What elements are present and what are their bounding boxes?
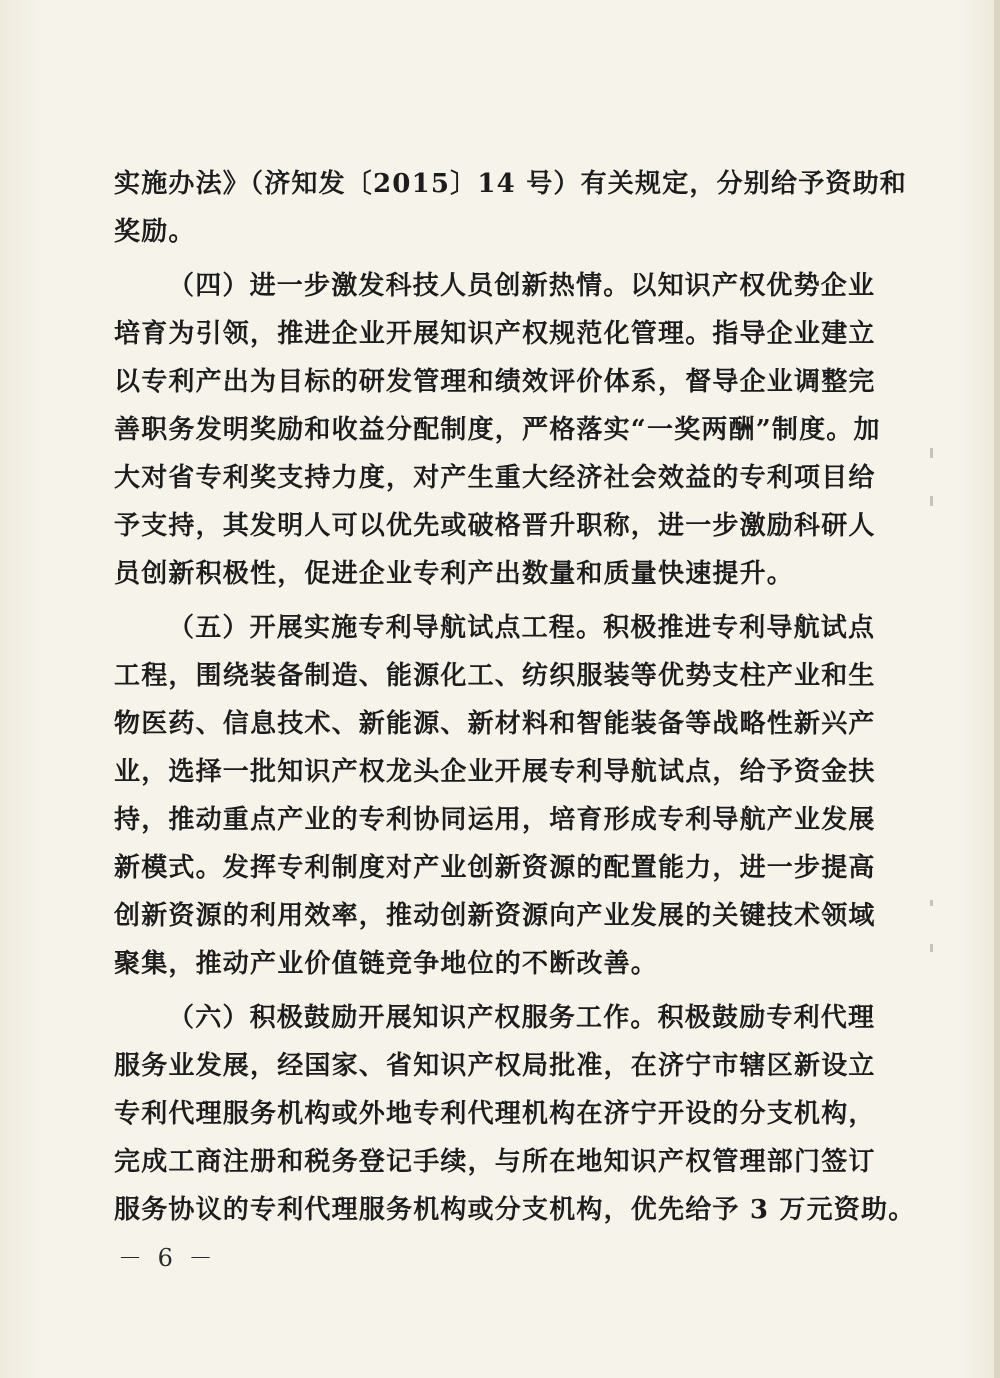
paragraph-6-heading-line: （六）积极鼓励开展知识产权服务工作。积极鼓励专利代理 — [168, 1003, 876, 1033]
body-text — [114, 160, 916, 1234]
text-line: 新模式。发挥专利制度对产业创新资源的配置能力，进一步提高 — [114, 853, 876, 883]
text-line: 专利代理服务机构或外地专利代理机构在济宁开设的分支机构， — [114, 1099, 876, 1129]
text-line: 培育为引领，推进企业开展知识产权规范化管理。指导企业建立 — [114, 319, 876, 349]
text-line: 实施办法》（济知发〔2015〕14 号）有关规定，分别给予资助和 — [114, 169, 907, 199]
text-line: 业，选择一批知识产权龙头企业开展专利导航试点，给予资金扶 — [114, 757, 876, 787]
text-line: 物医药、信息技术、新能源、新材料和智能装备等战略性新兴产 — [114, 709, 876, 739]
text-line: 持，推动重点产业的专利协同运用，培育形成专利导航产业发展 — [114, 805, 876, 835]
text-line: 奖励。 — [114, 217, 196, 247]
text-line: 工程，围绕装备制造、能源化工、纺织服装等优势支柱产业和生 — [114, 661, 876, 691]
paragraph-5-heading-line: （五）开展实施专利导航试点工程。积极推进专利导航试点 — [168, 613, 876, 643]
text-line: 员创新积极性，促进企业专利产出数量和质量快速提升。 — [114, 559, 795, 589]
text-line: 创新资源的利用效率，推动创新资源向产业发展的关键技术领域 — [114, 901, 876, 931]
text-line: 聚集，推动产业价值链竞争地位的不断改善。 — [114, 949, 659, 979]
scan-speck — [930, 448, 933, 458]
text-line: 完成工商注册和税务登记手续，与所在地知识产权管理部门签订 — [114, 1147, 876, 1177]
page-number: － 6 － — [118, 1244, 217, 1272]
text-line: 大对省专利奖支持力度，对产生重大经济社会效益的专利项目给 — [114, 463, 876, 493]
text-line: 以专利产出为目标的研发管理和绩效评价体系，督导企业调整完 — [114, 367, 876, 397]
text-line: 服务业发展，经国家、省知识产权局批准，在济宁市辖区新设立 — [114, 1051, 876, 1081]
scan-speck — [930, 944, 933, 952]
scan-speck — [930, 900, 933, 906]
text-line: 善职务发明奖励和收益分配制度，严格落实“一奖两酬”制度。加 — [114, 415, 881, 445]
scan-speck — [930, 496, 933, 506]
text-line: 予支持，其发明人可以优先或破格晋升职称，进一步激励科研人 — [114, 511, 876, 541]
paragraph-4-heading-line: （四）进一步激发科技人员创新热情。以知识产权优势企业 — [168, 271, 876, 301]
text-line: 服务协议的专利代理服务机构或分支机构，优先给予 3 万元资助。 — [114, 1195, 916, 1225]
scan-edge — [994, 0, 1000, 1378]
